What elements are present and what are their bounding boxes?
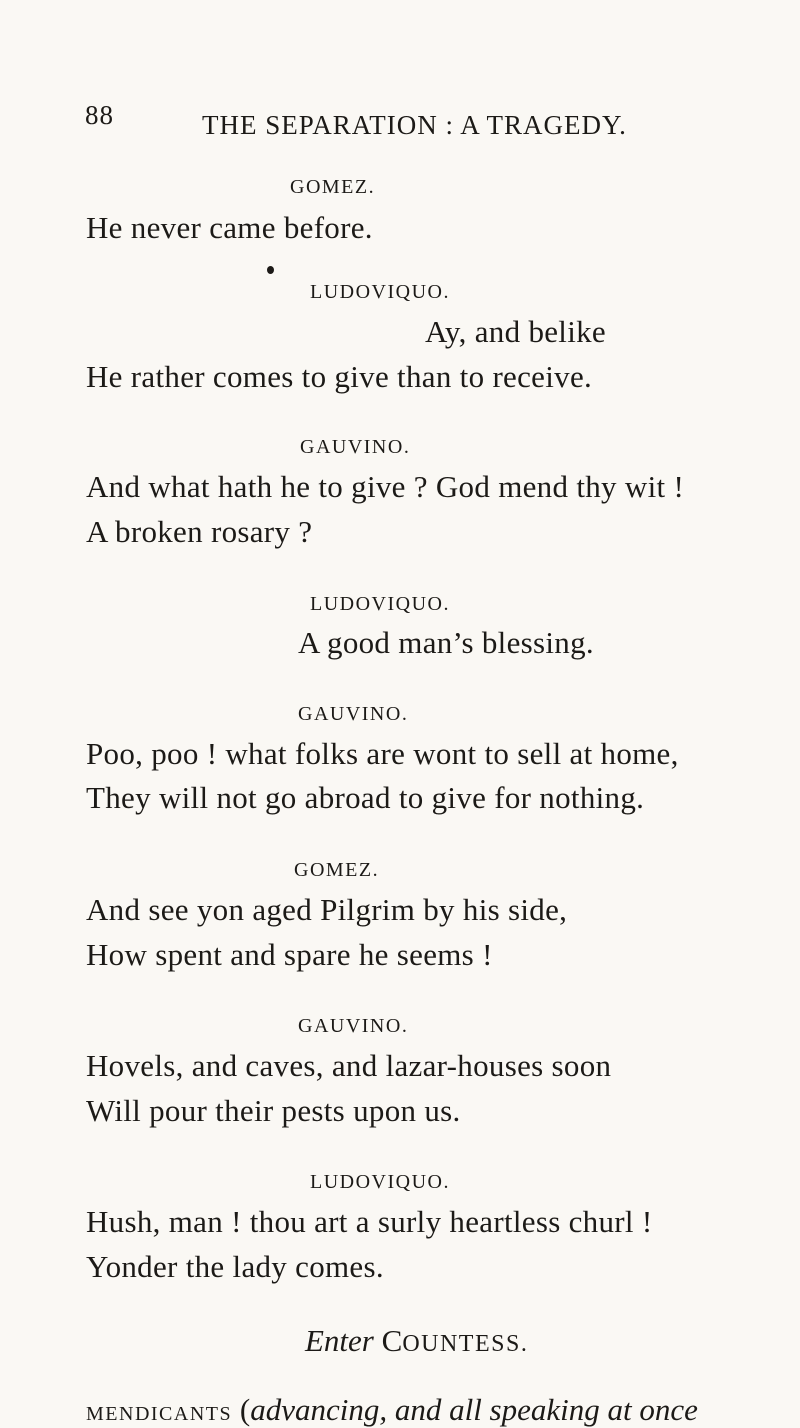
speaker-name: GOMEZ. [294, 859, 380, 881]
verse-line: They will not go abroad to give for nothing. [86, 780, 645, 815]
verse-line: A broken rosary ? [86, 514, 313, 549]
verse-line: Will pour their pests upon us. [86, 1093, 461, 1128]
stage-direction-text: advancing, and all speaking at once [250, 1392, 698, 1427]
speaker-name: GAUVINO. [298, 1015, 409, 1037]
speaker-name: LUDOVIQUO. [310, 281, 450, 303]
page-number: 88 [85, 100, 114, 130]
verse-line: Hush, man ! thou art a surly heartless churl ! [86, 1204, 653, 1239]
verse-line: Hovels, and caves, and lazar-houses soon [86, 1048, 612, 1083]
verse-line: And what hath he to give ? God mend thy wit ! [86, 469, 685, 504]
stage-direction-name-initial: C [381, 1323, 403, 1358]
verse-line: A good man’s blessing. [298, 625, 594, 660]
verse-line: Poo, poo ! what folks are wont to sell at home, [86, 736, 679, 771]
speaker-name: GAUVINO. [300, 436, 411, 458]
verse-line: How spent and spare he seems ! [86, 937, 493, 972]
running-title: THE SEPARATION : A TRAGEDY. [202, 110, 627, 140]
speaker-name: LUDOVIQUO. [310, 593, 450, 615]
verse-line: Yonder the lady comes. [86, 1249, 384, 1284]
verse-line: And see yon aged Pilgrim by his side, [86, 892, 568, 927]
speaker-name: LUDOVIQUO. [310, 1171, 450, 1193]
stage-direction-name-rest: OUNTESS. [402, 1331, 529, 1357]
verse-line: Ay, and belike [425, 314, 606, 349]
verse-line: He never came before. [86, 210, 373, 245]
stage-direction [305, 1323, 528, 1359]
direction-open-paren: ( [239, 1392, 251, 1427]
stage-direction-enter: Enter [305, 1323, 374, 1358]
speaker-name: MENDICANTS [86, 1403, 233, 1425]
speaker-name: GOMEZ. [290, 176, 376, 198]
verse-line: He rather comes to give than to receive. [86, 359, 593, 394]
final-speech-heading [86, 1392, 698, 1428]
speaker-name: GAUVINO. [298, 703, 409, 725]
ink-mark [267, 266, 274, 274]
